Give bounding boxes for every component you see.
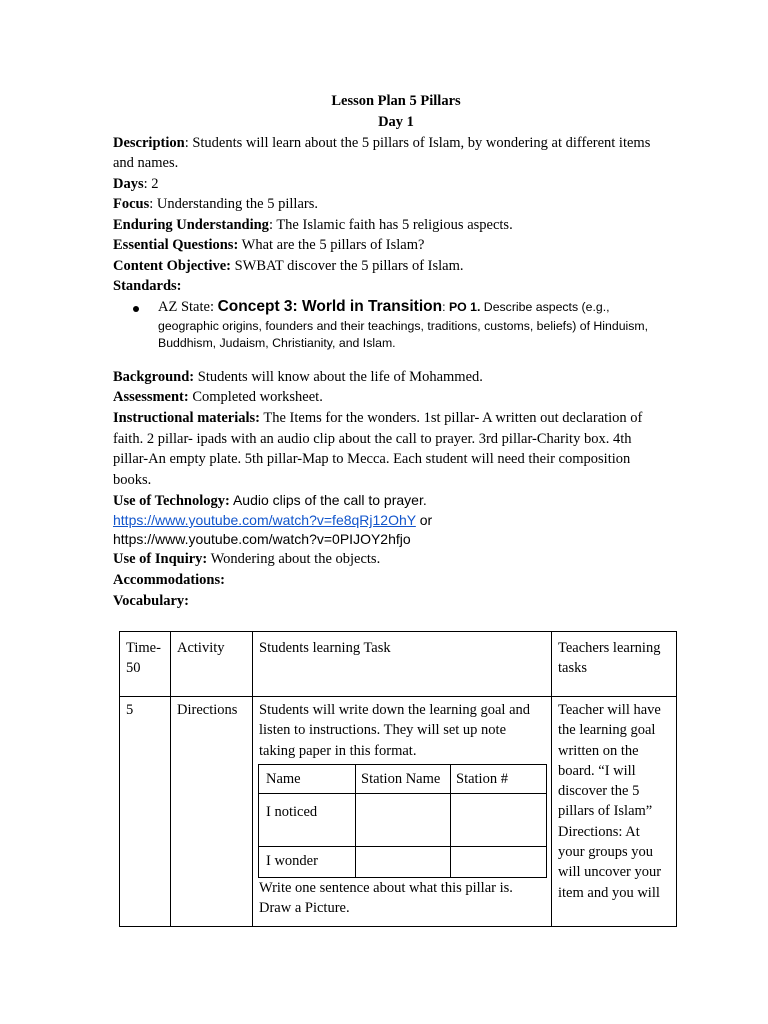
- header-time-line-1: Time-: [126, 640, 161, 656]
- description-label: Description: [113, 135, 185, 151]
- table-divider: [120, 696, 676, 697]
- standard-line-3: Buddhism, Judaism, Christianity, and Islam.: [158, 336, 396, 350]
- technology-or: or: [415, 512, 433, 528]
- essential-line: [113, 235, 424, 255]
- description-line-1: [113, 133, 650, 153]
- enduring-line: [113, 215, 513, 235]
- enduring-label: Enduring Understanding: [113, 217, 269, 233]
- standard-prefix: AZ State:: [158, 299, 218, 315]
- standards-line: [113, 276, 182, 296]
- header-teachers-line-2: tasks: [558, 660, 587, 677]
- materials-text-1: The Items for the wonders. 1st pillar- A written out declaration of: [260, 410, 643, 426]
- standard-po: PO 1.: [448, 300, 481, 314]
- essential-value: What are the 5 pillars of Islam?: [238, 237, 425, 253]
- header-time: [126, 638, 161, 679]
- teachers-task-line: pillars of Islam”: [558, 803, 653, 820]
- days-label: Days: [113, 176, 144, 192]
- focus-line: [113, 194, 318, 214]
- youtube-link-2: https://www.youtube.com/watch?v=0PIJOY2hfjo: [113, 531, 411, 547]
- header-time-line-2: 50: [126, 660, 141, 677]
- header-teachers-task: [558, 638, 660, 679]
- students-after-line-1: Write one sentence about what this pillar is.: [259, 880, 513, 896]
- days-line: [113, 174, 159, 194]
- table-divider: [551, 632, 552, 926]
- standard-colon: :: [442, 300, 449, 314]
- inquiry-line: [113, 549, 380, 569]
- vocabulary-label: Vocabulary:: [113, 593, 189, 609]
- technology-links-line: [113, 510, 432, 530]
- row-time: 5: [126, 702, 134, 718]
- header-teachers-line-1: Teachers learning: [558, 640, 661, 656]
- content-objective-line: [113, 256, 464, 276]
- teachers-task-line: discover the 5: [558, 783, 640, 800]
- table-divider: [259, 793, 546, 794]
- standard-line-1: [158, 298, 610, 316]
- note-header-station-name: Station Name: [361, 771, 441, 787]
- focus-label: Focus: [113, 196, 150, 212]
- header-students-task: Students learning Task: [259, 640, 391, 656]
- row-activity: Directions: [177, 702, 238, 718]
- note-header-name: Name: [266, 771, 301, 787]
- note-row-wonder: I wonder: [266, 853, 318, 869]
- standard-concept: Concept 3: World in Transition: [217, 298, 443, 315]
- standard-line-2: geographic origins, founders and their teachings, traditions, customs, beliefs) of Hinduism,: [158, 319, 649, 333]
- days-value: : 2: [143, 176, 159, 192]
- teachers-task-line: item and you will: [558, 884, 660, 901]
- vocabulary-line: [113, 591, 189, 611]
- students-task-line-1: Students will write down the learning goal and: [259, 702, 531, 718]
- day-heading: Day 1: [378, 114, 414, 130]
- technology-line: [113, 490, 427, 511]
- students-task-line-2: listen to instructions. They will set up note: [259, 722, 507, 739]
- assessment-value: Completed worksheet.: [188, 389, 323, 405]
- students-after-line-2: Draw a Picture.: [259, 900, 350, 917]
- header-activity: Activity: [177, 640, 225, 656]
- assessment-label: Assessment:: [113, 389, 189, 405]
- students-task-after: [259, 878, 513, 919]
- note-row-noticed: I noticed: [266, 804, 318, 820]
- inquiry-label: Use of Inquiry:: [113, 551, 208, 567]
- row-students-task: [259, 700, 530, 761]
- teachers-task-line: the learning goal: [558, 722, 656, 739]
- table-divider: [170, 632, 171, 926]
- table-divider: [259, 846, 546, 847]
- teachers-task-line: your groups you: [558, 844, 654, 861]
- background-label: Background:: [113, 369, 195, 385]
- materials-line-4: books.: [113, 472, 152, 488]
- description-text: : Students will learn about the 5 pillars of Islam, by wondering at different items: [184, 135, 651, 151]
- standard-desc: Describe aspects (e.g.,: [480, 300, 610, 314]
- note-header-station-number: Station #: [456, 771, 508, 787]
- materials-line-1: [113, 408, 642, 428]
- content-objective-value: SWBAT discover the 5 pillars of Islam.: [230, 258, 464, 274]
- description-line-2: and names.: [113, 155, 179, 171]
- teachers-task-line: board. “I will: [558, 762, 636, 779]
- assessment-line: [113, 387, 323, 407]
- focus-value: : Understanding the 5 pillars.: [149, 196, 318, 212]
- essential-label: Essential Questions:: [113, 237, 239, 253]
- teachers-task-line: Directions: At: [558, 823, 640, 840]
- enduring-value: : The Islamic faith has 5 religious aspects.: [268, 217, 513, 233]
- technology-label: Use of Technology:: [113, 493, 230, 509]
- table-divider: [355, 765, 356, 877]
- technology-value: Audio clips of the call to prayer.: [229, 492, 427, 508]
- table-divider: [450, 765, 451, 877]
- teachers-task-line: Teacher will have: [558, 702, 661, 718]
- row-teachers-task: [558, 700, 661, 903]
- inquiry-value: Wondering about the objects.: [207, 551, 381, 567]
- document-title: Lesson Plan 5 Pillars: [331, 93, 461, 109]
- accommodations-line: [113, 570, 225, 590]
- background-value: Students will know about the life of Mohammed.: [194, 369, 483, 385]
- teachers-task-line: will uncover your: [558, 864, 662, 881]
- students-task-line-3: taking paper in this format.: [259, 742, 417, 759]
- bullet-icon: [133, 306, 139, 312]
- youtube-link-1[interactable]: https://www.youtube.com/watch?v=fe8qRj12OhY: [113, 512, 416, 528]
- standards-label: Standards:: [113, 278, 182, 294]
- background-line: [113, 367, 483, 387]
- teachers-task-line: written on the: [558, 742, 639, 759]
- materials-line-2: faith. 2 pillar- ipads with an audio clip about the call to prayer. 3rd pillar-Charity box. 4th: [113, 431, 632, 447]
- materials-line-3: pillar-An empty plate. 5th pillar-Map to Mecca. Each student will need their composition: [113, 451, 631, 467]
- content-objective-label: Content Objective:: [113, 258, 231, 274]
- materials-label: Instructional materials:: [113, 410, 260, 426]
- accommodations-label: Accommodations:: [113, 572, 225, 588]
- table-divider: [252, 632, 253, 926]
